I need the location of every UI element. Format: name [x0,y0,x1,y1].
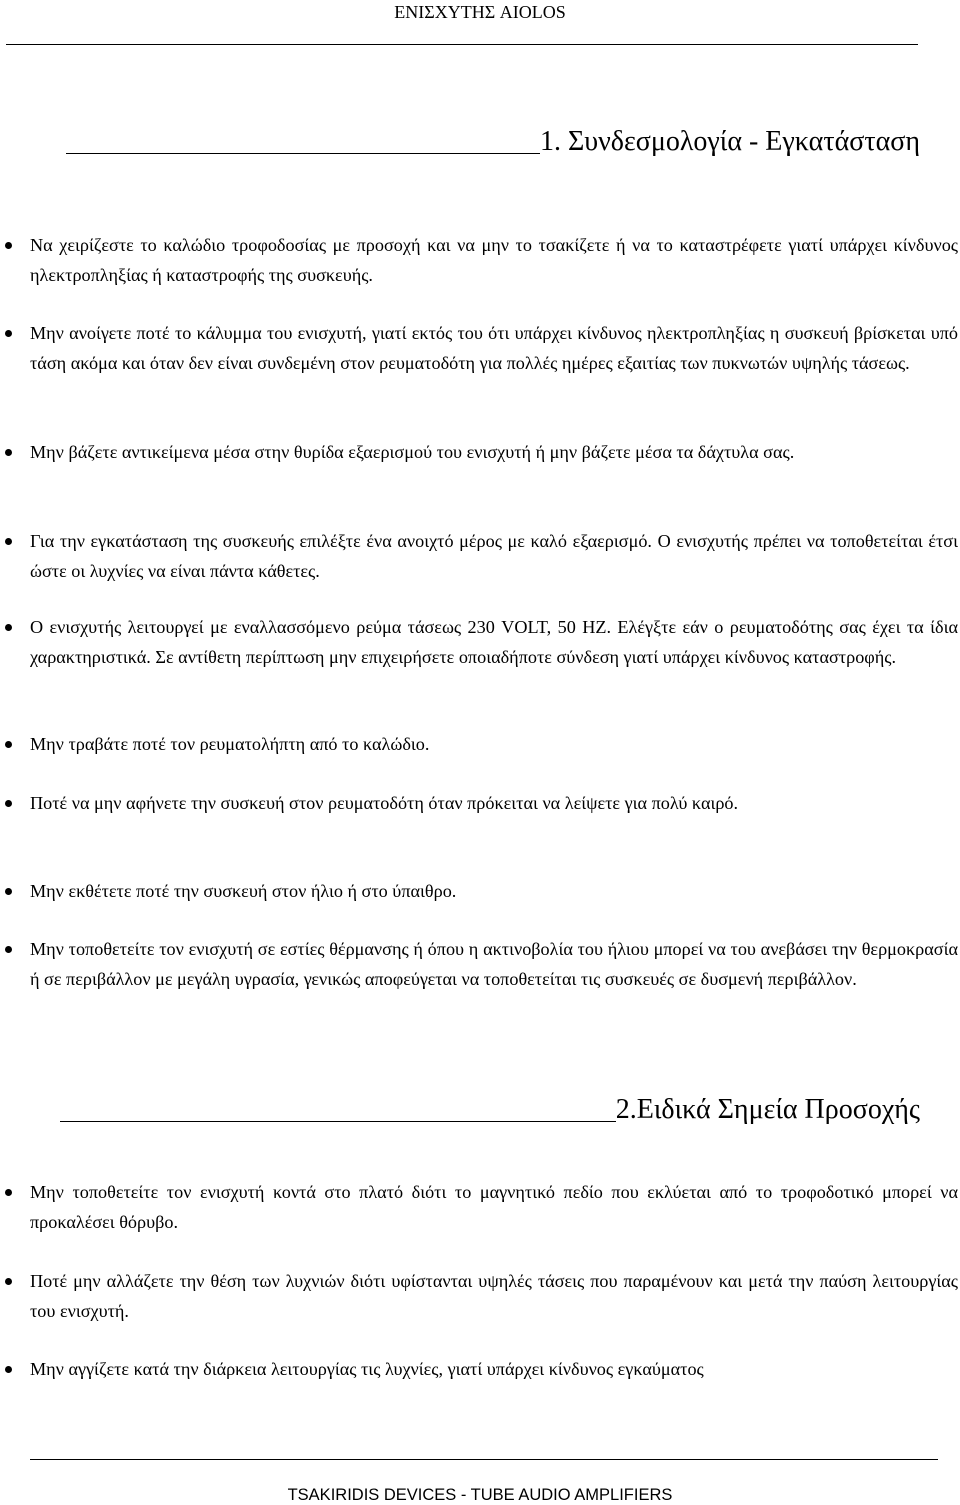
bullet-icon [5,1366,12,1373]
list-item [30,437,958,467]
header-divider [6,44,918,45]
list-item-text: Μην εκθέτετε ποτέ την συσκευή στον ήλιο ή στο ύπαιθρο. [30,881,457,901]
section-1-heading [66,124,920,160]
bullet-icon [5,330,12,337]
list-item [30,526,958,586]
list-item-text: Ποτέ να μην αφήνετε την συσκευή στον ρευματοδότη όταν πρόκειται να λείψετε για πολύ καιρό. [30,793,739,813]
list-item [30,876,958,906]
list-item-text: Για την εγκατάσταση της συσκευής επιλέξτε ένα ανοιχτό μέρος με καλό εξαερισμό. Ο ενισχυτής πρέπει να τοποθετείται έτσι ώστε οι λυχνίες να είναι πάντα κάθετες. [30,531,958,581]
list-item [30,1354,958,1384]
list-item-text: Ποτέ μην αλλάζετε την θέση των λυχνιών διότι υφίστανται υψηλές τάσεις που παραμένουν και μετά την παύση λειτουργίας του ενισχυτή. [30,1271,958,1321]
bullet-icon [5,888,12,895]
list-item-text: Ο ενισχυτής λειτουργεί με εναλλασσόμενο ρεύμα τάσεως 230 VOLT, 50 HZ. Ελέγξτε εάν ο ρευματοδότης σας έχει τα ίδια χαρακτηριστικά. Σε αντίθετη περίπτωση μην επιχειρήσετε οποιαδήποτε σύνδεση γιατί υπάρχει κίνδυνος καταστροφής. [30,617,958,667]
list-item [30,1266,958,1326]
list-item [30,934,958,994]
list-item [30,788,958,818]
list-item [30,729,958,759]
list-item [30,230,958,290]
section-2-heading [60,1092,920,1128]
heading-rule [66,153,540,154]
section-1-title: 1. Συνδεσμολογία - Εγκατάσταση [539,126,920,157]
bullet-icon [5,1189,12,1196]
footer-divider [30,1459,938,1460]
list-item-text: Μην τραβάτε ποτέ τον ρευματολήπτη από το καλώδιο. [30,734,430,754]
heading-rule [60,1121,616,1122]
list-item-text: Μην ανοίγετε ποτέ το κάλυμμα του ενισχυτή, γιατί εκτός του ότι υπάρχει κίνδυνος ηλεκτροπληξίας η συσκευή βρίσκεται υπό τάση ακόμα και όταν δεν είναι συνδεμένη στον ρευματοδότη για πολλές ημέρες εξαιτίας των πυκνωτών υψηλής τάσεως. [30,323,958,373]
bullet-icon [5,538,12,545]
list-item-text: Μην τοποθετείτε τον ενισχυτή σε εστίες θέρμανσης ή όπου η ακτινοβολία του ήλιου μπορεί να του ανεβάσει την θερμοκρασία ή σε περιβάλλον με μεγάλη υγρασία, γενικώς αποφεύγεται να τοποθετείται τις συσκευές σε δυσμενή περιβάλλον. [30,939,958,989]
section-2-title: 2.Ειδικά Σημεία Προσοχής [615,1094,920,1125]
bullet-icon [5,624,12,631]
list-item [30,1177,958,1237]
bullet-icon [5,1278,12,1285]
bullet-icon [5,741,12,748]
list-item [30,318,958,378]
bullet-icon [5,946,12,953]
bullet-icon [5,449,12,456]
list-item-text: Μην τοποθετείτε τον ενισχυτή κοντά στο πλατό διότι το μαγνητικό πεδίο που εκλύεται από το τροφοδοτικό μπορεί να προκαλέσει θόρυβο. [30,1182,958,1232]
page-header: ΕΝΙΣΧΥΤΗΣ AIOLOS [394,2,566,22]
list-item [30,612,958,672]
list-item-text: Μην αγγίζετε κατά την διάρκεια λειτουργίας τις λυχνίες, γιατί υπάρχει κίνδυνος εγκαύματος [30,1359,704,1379]
list-item-text: Μην βάζετε αντικείμενα μέσα στην θυρίδα εξαερισμού του ενισχυτή ή μην βάζετε μέσα τα δάχτυλα σας. [30,442,795,462]
list-item-text: Να χειρίζεστε το καλώδιο τροφοδοσίας με προσοχή και να μην το τσακίζετε ή να το καταστρέφετε γιατί υπάρχει κίνδυνος ηλεκτροπληξίας ή καταστροφής της συσκευής. [30,235,958,285]
bullet-icon [5,242,12,249]
bullet-icon [5,800,12,807]
page-footer: TSAKIRIDIS DEVICES - TUBE AUDIO AMPLIFIERS [287,1486,673,1504]
